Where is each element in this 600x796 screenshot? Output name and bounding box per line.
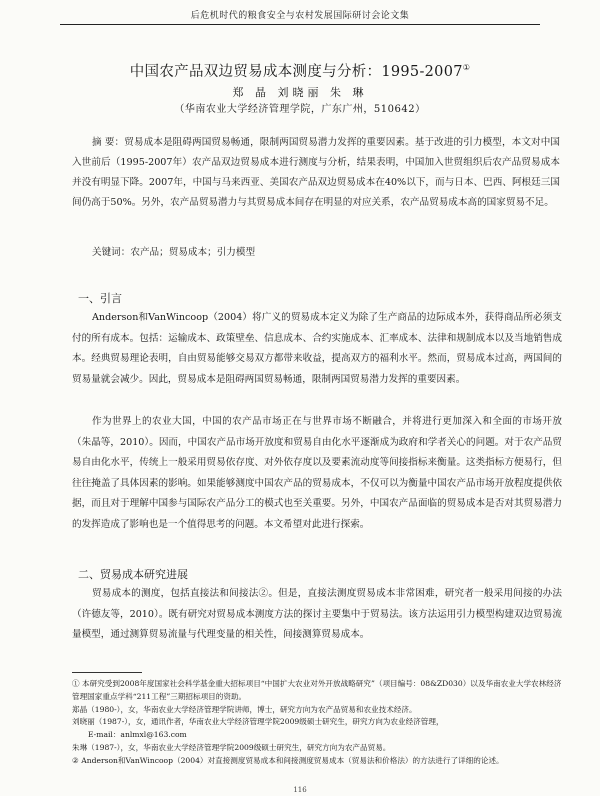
page-number: 116 xyxy=(293,786,307,794)
footnote-author-2: 刘晓丽（1987-），女，通讯作者，华南农业大学经济管理学院2009级硕士研究生，研究方向为农业经济管理， xyxy=(72,717,444,727)
keywords-label: 关键词： xyxy=(92,247,131,258)
running-header: 后危机时代的粮食安全与农村发展国际研讨会论文集 xyxy=(190,11,410,21)
keywords-text: 农产品；贸易成本；引力模型 xyxy=(130,247,256,258)
abstract xyxy=(72,133,560,213)
footnote-funding: ① 本研究受到2008年度国家社会科学基金重大招标项目“中国扩大农业对外开放战略研究”（项目编号：08&ZD030）以及华南农业大学农林经济管理国家重点学科“211工程”三期招标项目的资助。 xyxy=(72,679,562,701)
intro-paragraph-1: Anderson和VanWincoop（2004）将广义的贸易成本定义为除了生产商品的边际成本外，获得商品所必须支付的所有成本。包括：运输成本、政策壁垒、信息成本、合约实施成本、汇率成本、法律和规制成本以及当地销售成本。经典贸易理论表明，自由贸易能够交易双方都带来收益，提高双方的福利水平。然而，贸易成本过高，两国间的贸易量就会减少。因此，贸易成本是阻碍两国贸易畅通，限制两国贸易潜力发挥的重要因素。 xyxy=(72,312,562,385)
footnotes xyxy=(72,678,562,768)
paper-affiliation: （华南农业大学经济管理学院，广东广州，510642） xyxy=(174,104,426,115)
abstract-text: 贸易成本是阻碍两国贸易畅通，限制两国贸易潜力发挥的重要因素。基于改进的引力模型，本文对中国入世前后（1995-2007年）农产品双边贸易成本进行测度与分析，结果表明，中国加入世贸组织后农产品贸易成本并没有明显下降。2007年，中国与马来西亚、美国农产品双边贸易成本在40%以下，而与日本、巴西、阿根廷三国间仍高于50%。另外，农产品贸易潜力与其贸易成本间存在明显的对应关系，农产品贸易成本高的国家贸易不足。 xyxy=(72,137,560,208)
footnote-email: E-mail：anlmxl@163.com xyxy=(88,730,187,740)
footnote-rule xyxy=(72,672,142,673)
footnote-author-3: 朱琳（1987-），女，华南农业大学经济管理学院2009级硕士研究生，研究方向为农产品贸易。 xyxy=(72,742,391,752)
footnote-methods: ② Anderson和VanWincoop（2004）对直接测度贸易成本和间接测度贸易成本（贸易法和价格法）的方法进行了详细的论述。 xyxy=(72,755,504,765)
keywords xyxy=(92,244,552,258)
header-rule xyxy=(60,24,540,25)
paper-authors: 郑 晶 刘晓丽 朱 琳 xyxy=(232,86,368,99)
intro-paragraph-2: 作为世界上的农业大国，中国的农产品市场正在与世界市场不断融合，并将进行更加深入和全面的市场开放（朱晶等，2010）。因而，中国农产品市场开放度和贸易自由化水平逐渐成为政府和学者关心的问题。对于农产品贸易自由化水平，传统上一般采用贸易依存度、对外依存度以及要素流动度等间接指标来衡量。这类指标方便易行，但往往掩盖了具体因素的影响。如果能够测度中国农产品的贸易成本，不仅可以为衡量中国农产品市场开放程度提供依据，而且对于理解中国参与国际农产品分工的模式也至关重要。另外，中国农产品面临的贸易成本是否对其贸易潜力的发挥造成了影响也是一个值得思考的问题。本文希望对此进行探索。 xyxy=(72,416,562,530)
section-heading-literature: 二、贸易成本研究进展 xyxy=(78,568,188,581)
paper-title-text: 中国农产品双边贸易成本测度与分析：1995-2007 xyxy=(129,64,463,80)
title-footnote-mark: ① xyxy=(462,63,471,73)
paper-title xyxy=(40,60,560,81)
footnote-author-1: 郑晶（1980-），女，华南农业大学经济管理学院讲师，博士，研究方向为农产品贸易和农业技术经济。 xyxy=(72,704,417,714)
section-heading-introduction: 一、引言 xyxy=(78,292,122,305)
abstract-label: 摘 要： xyxy=(92,137,125,148)
literature-paragraph-1: 贸易成本的测度，包括直接法和间接法②。但是，直接法测度贸易成本非常困难，研究者一般采用间接的办法（许德友等，2010）。既有研究对贸易成本测度方法的探讨主要集中于贸易法。该方法运用引力模型构建双边贸易流量模型，通过测算贸易流量与代理变量的相关性，间接测算贸易成本。 xyxy=(72,588,562,640)
